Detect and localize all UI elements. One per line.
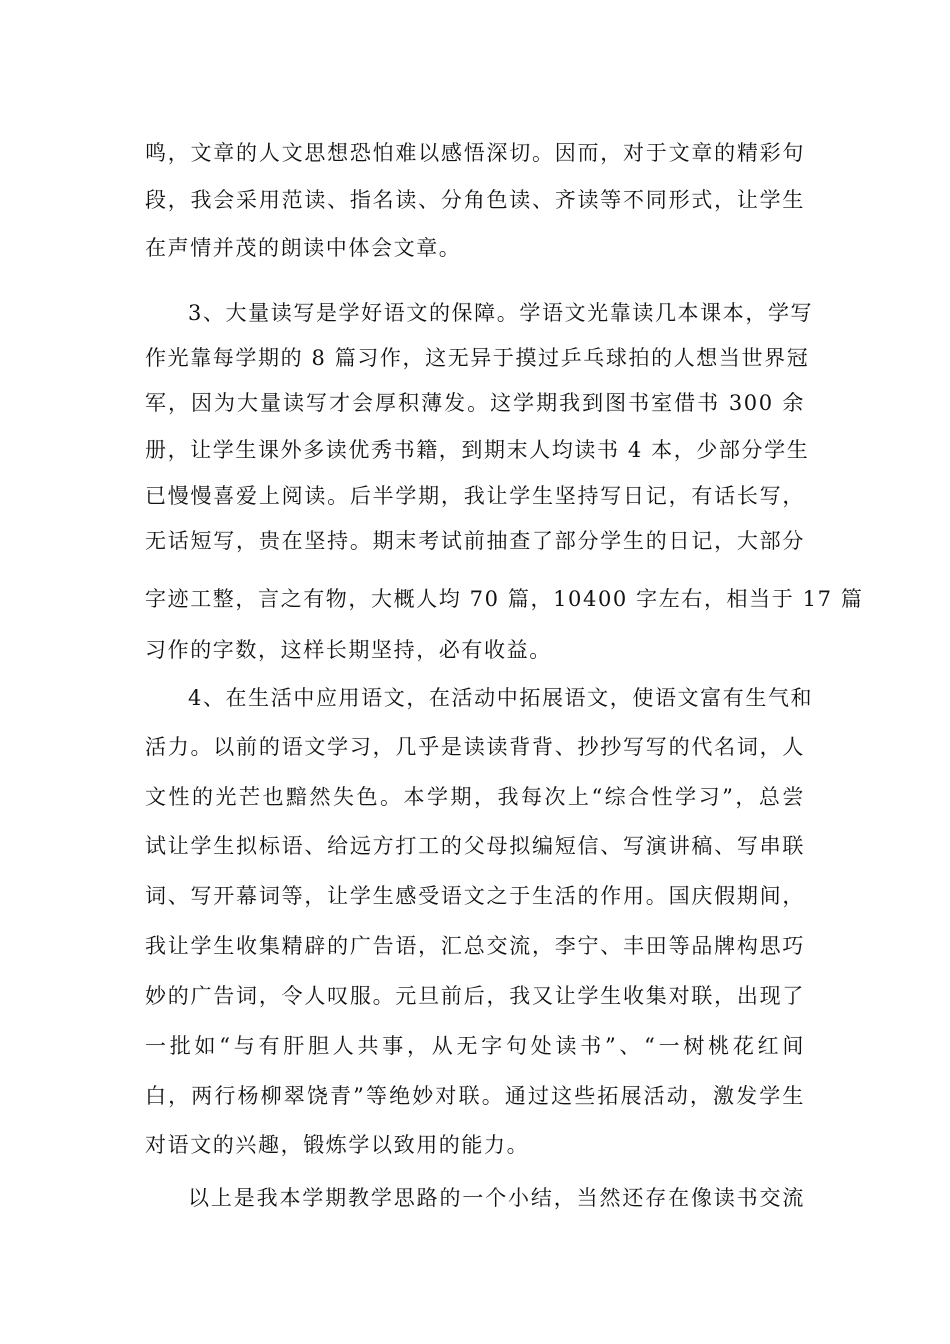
text-line: 白，两行杨柳翠饶青”等绝妙对联。通过这些拓展活动，激发学生 [145,1084,805,1108]
paragraph-4-first-line: 4、在生活中应用语文，在活动中拓展语文，使语文富有生气和 [188,686,814,710]
text-line: 鸣，文章的人文思想恐怕难以感悟深切。因而，对于文章的精彩句 [145,141,805,165]
text-line: 已慢慢喜爱上阅读。后半学期，我让学生坚持写日记，有话长写， [145,484,805,508]
text-line: 作光靠每学期的 8 篇习作，这无异于摸过乒乓球拍的人想当世界冠 [145,346,810,370]
text-line: 文性的光芒也黯然失色。本学期，我每次上“综合性学习”，总尝 [145,785,805,809]
paragraph-5-first-line: 以上是我本学期教学思路的一个小结，当然还存在像读书交流 [188,1186,805,1210]
text-line: 对语文的兴趣，锻炼学以致用的能力。 [145,1133,530,1157]
text-line: 军，因为大量读写才会厚积薄发。这学期我到图书室借书 300 余 [145,391,805,415]
text-line: 册，让学生课外多读优秀书籍，到期末人均读书 4 本，少部分学生 [145,438,810,462]
text-line: 一批如“与有肝胆人共事，从无字句处读书”、“一树桃花红间 [145,1034,805,1058]
text-line: 段，我会采用范读、指名读、分角色读、齐读等不同形式，让学生 [145,188,805,212]
text-line: 我让学生收集精辟的广告语，汇总交流，李宁、丰田等品牌构思巧 [145,934,805,958]
text-line: 词、写开幕词等，让学生感受语文之于生活的作用。国庆假期间， [145,884,805,908]
paragraph-3-first-line: 3、大量读写是学好语文的保障。学语文光靠读几本课本，学写 [188,301,814,325]
text-line: 字迹工整，言之有物，大概人均 70 篇，10400 字左右，相当于 17 篇 [145,587,864,611]
text-line: 习作的字数，这样长期坚持，必有收益。 [145,638,552,662]
text-line: 无话短写，贵在坚持。期末考试前抽查了部分学生的日记，大部分 [145,529,805,553]
text-line: 妙的广告词，令人叹服。元旦前后，我又让学生收集对联，出现了 [145,984,805,1008]
text-line: 活力。以前的语文学习，几乎是读读背背、抄抄写写的代名词，人 [145,735,805,759]
text-line: 在声情并茂的朗读中体会文章。 [145,236,462,260]
text-line: 试让学生拟标语、给远方打工的父母拟编短信、写演讲稿、写串联 [145,834,805,858]
